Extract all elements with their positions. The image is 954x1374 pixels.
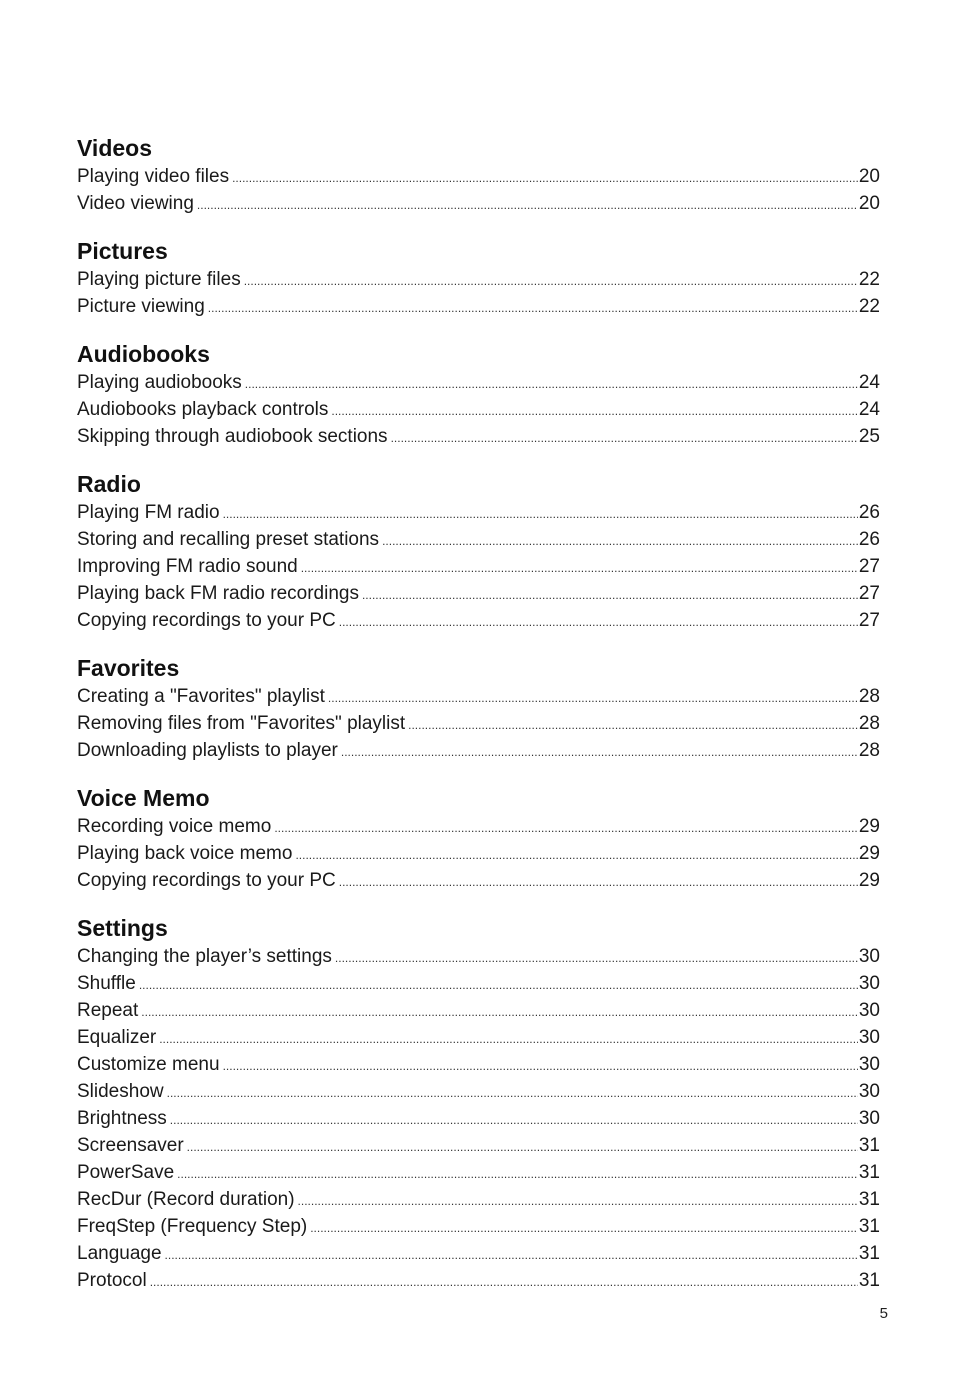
toc-section bbox=[77, 339, 880, 450]
dot-leader bbox=[328, 685, 858, 712]
entry-title: Repeat bbox=[77, 1000, 139, 1021]
dot-leader bbox=[408, 712, 858, 739]
entry-title: Equalizer bbox=[77, 1027, 157, 1048]
dot-leader bbox=[223, 1053, 858, 1080]
toc-entry[interactable] bbox=[77, 499, 880, 526]
entry-title: Slideshow bbox=[77, 1081, 164, 1102]
dot-leader bbox=[232, 165, 858, 192]
entry-title: Improving FM radio sound bbox=[77, 556, 298, 577]
section-heading: Pictures bbox=[77, 238, 168, 264]
section-spacer bbox=[77, 320, 880, 339]
dot-leader bbox=[382, 528, 858, 555]
entry-page-number: 30 bbox=[858, 1108, 880, 1129]
dot-leader bbox=[187, 1134, 858, 1161]
entry-title: Brightness bbox=[77, 1108, 167, 1129]
entry-page-number: 24 bbox=[858, 372, 880, 393]
toc-entry[interactable] bbox=[77, 997, 880, 1024]
entry-page-number: 31 bbox=[858, 1243, 880, 1264]
section-heading: Voice Memo bbox=[77, 785, 210, 811]
entry-title: Removing files from "Favorites" playlist bbox=[77, 713, 406, 734]
entry-page-number: 30 bbox=[858, 973, 880, 994]
dot-leader bbox=[274, 815, 858, 842]
entry-title: Playing picture files bbox=[77, 269, 241, 290]
entry-title: Copying recordings to your PC bbox=[77, 610, 336, 631]
toc-entry[interactable] bbox=[77, 607, 880, 634]
toc-entry[interactable] bbox=[77, 1105, 880, 1132]
section-spacer bbox=[77, 217, 880, 236]
toc-entry[interactable] bbox=[77, 396, 880, 423]
section-spacer bbox=[77, 764, 880, 783]
entry-page-number: 29 bbox=[858, 870, 880, 891]
toc-entry[interactable] bbox=[77, 423, 880, 450]
entry-title: Shuffle bbox=[77, 973, 136, 994]
section-spacer bbox=[77, 450, 880, 469]
entry-title: Copying recordings to your PC bbox=[77, 870, 336, 891]
dot-leader bbox=[139, 972, 858, 999]
entry-page-number: 20 bbox=[858, 166, 880, 187]
dot-leader bbox=[301, 555, 858, 582]
toc-section bbox=[77, 133, 880, 217]
entry-page-number: 31 bbox=[858, 1162, 880, 1183]
entry-title: Playing back voice memo bbox=[77, 843, 293, 864]
entry-page-number: 28 bbox=[858, 713, 880, 734]
dot-leader bbox=[159, 1026, 858, 1053]
toc-entry[interactable] bbox=[77, 1078, 880, 1105]
entry-title: Downloading playlists to player bbox=[77, 740, 338, 761]
dot-leader bbox=[298, 1188, 858, 1215]
toc-section bbox=[77, 236, 880, 320]
toc-entry[interactable] bbox=[77, 813, 880, 840]
toc-entry[interactable] bbox=[77, 369, 880, 396]
entry-title: Playing back FM radio recordings bbox=[77, 583, 359, 604]
dot-leader bbox=[223, 501, 858, 528]
dot-leader bbox=[295, 842, 857, 869]
entry-title: Audiobooks playback controls bbox=[77, 399, 329, 420]
entry-page-number: 31 bbox=[858, 1270, 880, 1291]
toc-entry[interactable] bbox=[77, 190, 880, 217]
toc-entry[interactable] bbox=[77, 737, 880, 764]
section-spacer bbox=[77, 894, 880, 913]
toc-entry[interactable] bbox=[77, 1213, 880, 1240]
toc-entry[interactable] bbox=[77, 580, 880, 607]
entry-page-number: 29 bbox=[858, 843, 880, 864]
entry-page-number: 24 bbox=[858, 399, 880, 420]
dot-leader bbox=[150, 1269, 858, 1296]
entry-title: Storing and recalling preset stations bbox=[77, 529, 380, 550]
entry-page-number: 22 bbox=[858, 269, 880, 290]
entry-title: Playing video files bbox=[77, 166, 230, 187]
section-heading: Audiobooks bbox=[77, 341, 210, 367]
toc-entry[interactable] bbox=[77, 867, 880, 894]
toc-entry[interactable] bbox=[77, 1159, 880, 1186]
dot-leader bbox=[335, 945, 858, 972]
entry-page-number: 30 bbox=[858, 1000, 880, 1021]
entry-title: FreqStep (Frequency Step) bbox=[77, 1216, 308, 1237]
toc-entry[interactable] bbox=[77, 526, 880, 553]
entry-page-number: 20 bbox=[858, 193, 880, 214]
toc-entry[interactable] bbox=[77, 553, 880, 580]
toc-section bbox=[77, 913, 880, 1294]
toc-entry[interactable] bbox=[77, 840, 880, 867]
section-heading: Videos bbox=[77, 135, 152, 161]
section-spacer bbox=[77, 634, 880, 653]
entry-title: Creating a "Favorites" playlist bbox=[77, 686, 325, 707]
entry-page-number: 30 bbox=[858, 1054, 880, 1075]
entry-page-number: 29 bbox=[858, 816, 880, 837]
entry-page-number: 27 bbox=[858, 556, 880, 577]
dot-leader bbox=[339, 869, 858, 896]
entry-title: PowerSave bbox=[77, 1162, 175, 1183]
entry-title: Playing FM radio bbox=[77, 502, 220, 523]
dot-leader bbox=[339, 609, 858, 636]
section-heading: Favorites bbox=[77, 655, 180, 681]
dot-leader bbox=[362, 582, 858, 609]
toc-entry[interactable] bbox=[77, 1051, 880, 1078]
dot-leader bbox=[197, 192, 858, 219]
toc-entry[interactable] bbox=[77, 293, 880, 320]
dot-leader bbox=[141, 999, 858, 1026]
entry-page-number: 31 bbox=[858, 1216, 880, 1237]
entry-page-number: 28 bbox=[858, 686, 880, 707]
entry-page-number: 30 bbox=[858, 946, 880, 967]
toc-entry[interactable] bbox=[77, 266, 880, 293]
dot-leader bbox=[341, 739, 858, 766]
section-heading: Settings bbox=[77, 915, 168, 941]
dot-leader bbox=[245, 371, 858, 398]
entry-page-number: 27 bbox=[858, 583, 880, 604]
entry-title: Skipping through audiobook sections bbox=[77, 426, 388, 447]
toc-section bbox=[77, 469, 880, 634]
toc-entry[interactable] bbox=[77, 1132, 880, 1159]
entry-title: Protocol bbox=[77, 1270, 147, 1291]
entry-title: Screensaver bbox=[77, 1135, 184, 1156]
toc-entry[interactable] bbox=[77, 710, 880, 737]
entry-page-number: 25 bbox=[858, 426, 880, 447]
toc-entry[interactable] bbox=[77, 683, 880, 710]
table-of-contents bbox=[77, 133, 880, 1294]
toc-section bbox=[77, 783, 880, 894]
toc-entry[interactable] bbox=[77, 1267, 880, 1294]
entry-title: Language bbox=[77, 1243, 162, 1264]
entry-title: Changing the player’s settings bbox=[77, 946, 332, 967]
toc-section bbox=[77, 653, 880, 764]
entry-page-number: 31 bbox=[858, 1135, 880, 1156]
dot-leader bbox=[208, 295, 858, 322]
section-heading: Radio bbox=[77, 471, 141, 497]
dot-leader bbox=[170, 1107, 858, 1134]
entry-title: Playing audiobooks bbox=[77, 372, 242, 393]
entry-title: RecDur (Record duration) bbox=[77, 1189, 295, 1210]
entry-page-number: 31 bbox=[858, 1189, 880, 1210]
page-number: 5 bbox=[879, 1305, 888, 1322]
entry-page-number: 26 bbox=[858, 529, 880, 550]
toc-entry[interactable] bbox=[77, 163, 880, 190]
entry-title: Video viewing bbox=[77, 193, 194, 214]
toc-entry[interactable] bbox=[77, 1024, 880, 1051]
entry-page-number: 30 bbox=[858, 1027, 880, 1048]
entry-page-number: 26 bbox=[858, 502, 880, 523]
dot-leader bbox=[310, 1215, 858, 1242]
entry-title: Picture viewing bbox=[77, 296, 205, 317]
dot-leader bbox=[167, 1080, 858, 1107]
toc-entry[interactable] bbox=[77, 970, 880, 997]
dot-leader bbox=[391, 425, 858, 452]
entry-page-number: 22 bbox=[858, 296, 880, 317]
dot-leader bbox=[165, 1242, 858, 1269]
toc-entry[interactable] bbox=[77, 1240, 880, 1267]
entry-page-number: 28 bbox=[858, 740, 880, 761]
entry-page-number: 27 bbox=[858, 610, 880, 631]
entry-title: Recording voice memo bbox=[77, 816, 272, 837]
toc-entry[interactable] bbox=[77, 943, 880, 970]
toc-entry[interactable] bbox=[77, 1186, 880, 1213]
entry-title: Customize menu bbox=[77, 1054, 220, 1075]
dot-leader bbox=[331, 398, 857, 425]
dot-leader bbox=[244, 268, 858, 295]
entry-page-number: 30 bbox=[858, 1081, 880, 1102]
dot-leader bbox=[177, 1161, 858, 1188]
